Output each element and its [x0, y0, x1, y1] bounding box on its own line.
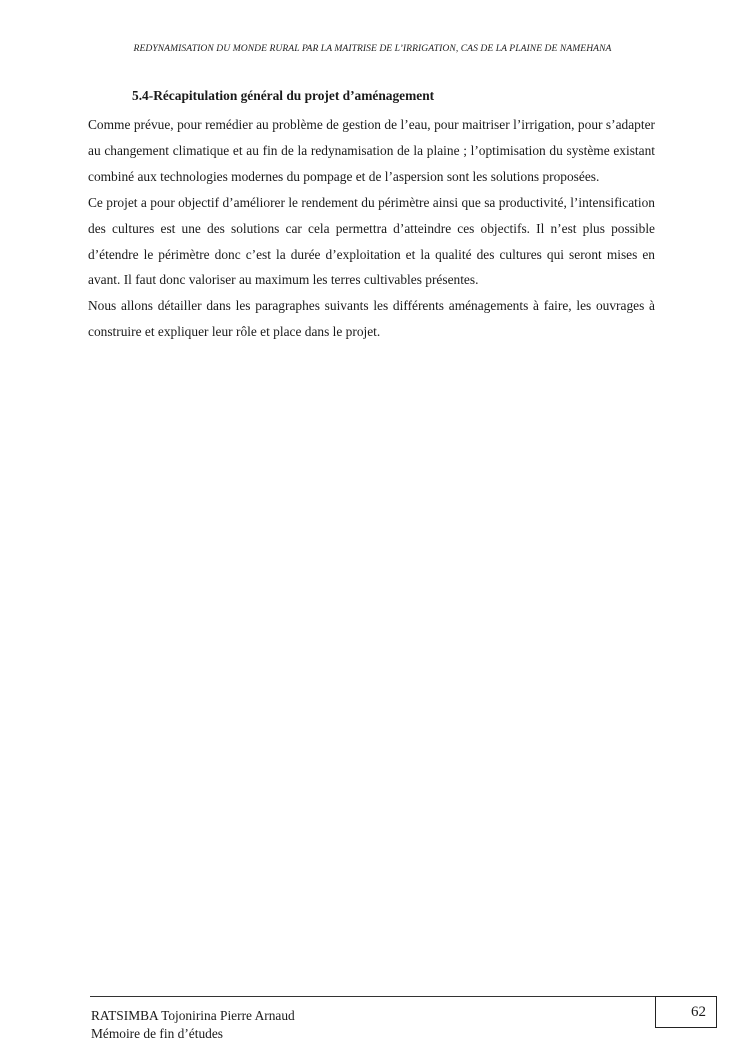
- body-text: [88, 112, 655, 345]
- footer-author: RATSIMBA Tojonirina Pierre Arnaud: [91, 1008, 295, 1023]
- page-number: 62: [655, 996, 717, 1028]
- section-heading: 5.4-Récapitulation général du projet d’aménagement: [132, 88, 435, 103]
- running-header: REDYNAMISATION DU MONDE RURAL PAR LA MAITRISE DE L’IRRIGATION, CAS DE LA PLAINE DE NAMEHANA: [133, 43, 612, 54]
- footer-divider: [90, 996, 657, 997]
- paragraph-2: Ce projet a pour objectif d’améliorer le rendement du périmètre ainsi que sa productivité, l’intensification des cultures est une des solutions car cela permettra d’atteindre ces objectifs. Il n’est plus possible d’étendre le périmètre donc c’est la durée d’exploitation et la qualité des cultures qui seront mises en avant. Il faut donc valoriser au maximum les terres cultivables présentes.: [88, 194, 655, 288]
- footer-document-type: Mémoire de fin d’études: [91, 1026, 224, 1041]
- paragraph-1: Comme prévue, pour remédier au problème de gestion de l’eau, pour maitriser l’irrigation, pour s’adapter au changement climatique et au fin de la redynamisation de la plaine ; l’optimisation du système existant combiné aux technologies modernes du pompage et de l’aspersion sont les solutions proposées.: [88, 117, 655, 184]
- paragraph-3: Nous allons détailler dans les paragraphes suivants les différents aménagements à faire, les ouvrages à construire et expliquer leur rôle et place dans le projet.: [88, 298, 655, 340]
